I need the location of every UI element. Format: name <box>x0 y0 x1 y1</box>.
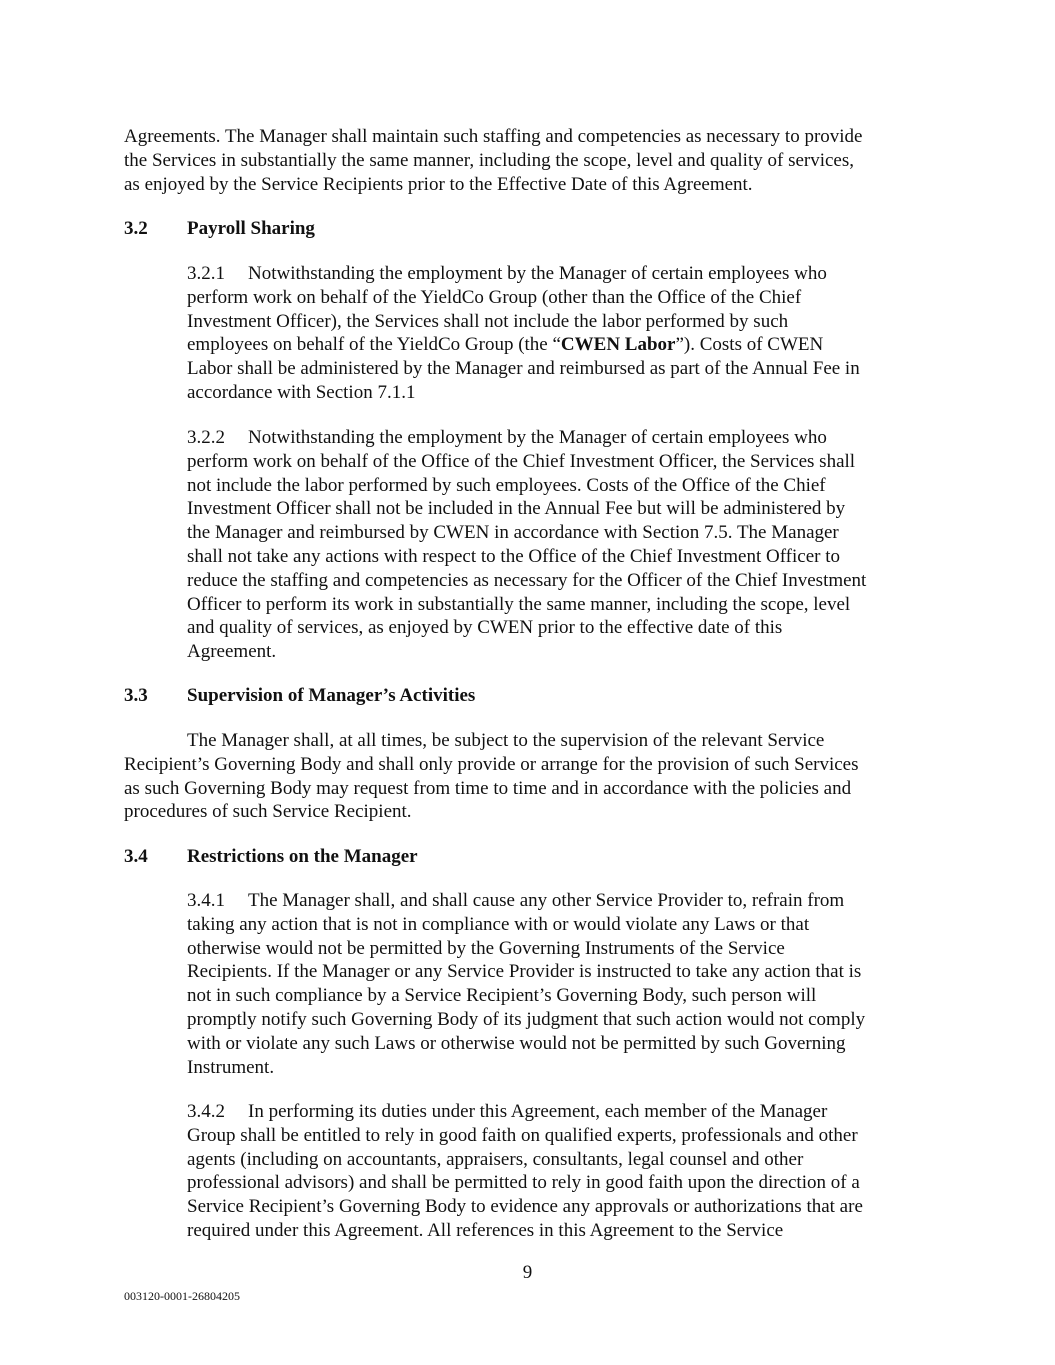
paragraph-line: Agreement. <box>187 641 277 663</box>
paragraph-line: the Manager and reimbursed by CWEN in accordance with Section 7.5. The Manager <box>187 522 839 544</box>
paragraph-line: Investment Officer shall not be included in the Annual Fee but will be administered by <box>187 498 846 520</box>
paragraph-line: and quality of services, as enjoyed by CWEN prior to the effective date of this <box>187 617 783 639</box>
paragraph-number: 3.2.1 <box>187 263 225 284</box>
paragraph-line: as enjoyed by the Service Recipients prior to the Effective Date of this Agreement. <box>124 173 753 195</box>
paragraph-line: taking any action that is not in compliance with or would violate any Laws or that <box>187 913 810 935</box>
paragraph-number: 3.4.1 <box>187 890 225 911</box>
intro-paragraph <box>124 125 934 196</box>
section-heading-3-4 <box>124 845 418 869</box>
paragraph-number: 3.4.2 <box>187 1101 225 1122</box>
paragraph-line: perform work on behalf of the Office of the Chief Investment Officer, the Services shall <box>187 450 856 472</box>
paragraph-line: promptly notify such Governing Body of its judgment that such action would not comply <box>187 1008 866 1030</box>
paragraph-3-3 <box>124 729 934 824</box>
paragraph-3-4-2: 3.4.2 In performing its duties under this Agreement, each member of the Manager Group shall be entitled to rely in good faith on qualified experts, professionals and other agents (including on accountants, appraisers, consultants, legal counsel and other professional advisors) and shall be permitted to rely in good faith upon the direction of a Service Recipient’s Governing Body to evidence any approvals or authorizations that are required under this Agreement. All references in this Agreement to the Service <box>187 1100 932 1243</box>
paragraph-line: Recipients. If the Manager or any Service Provider is instructed to take any action that is <box>187 961 862 983</box>
paragraph-line: accordance with Section 7.1.1 <box>187 381 416 403</box>
paragraph-line: Officer to perform its work in substantially the same manner, including the scope, level <box>187 593 851 615</box>
section-number: 3.3 <box>124 685 148 706</box>
section-title: Restrictions on the Manager <box>187 846 418 867</box>
paragraph-line: Recipient’s Governing Body and shall only provide or arrange for the provision of such Services <box>124 753 859 775</box>
paragraph-3-2-2: 3.2.2 Notwithstanding the employment by the Manager of certain employees who perform work on behalf of the Office of the Chief Investment Officer, the Services shall not include the labor performed by such employees. Costs of the Office of the Chief Investment Officer shall not be included in the Annual Fee but will be administered by the Manager and reimbursed by CWEN in accordance with Section 7.5. The Manager shall not take any actions with respect to the Office of the Chief Investment Officer to reduce the staffing and competencies as necessary for the Officer of the Chief Investment Officer to perform its work in substantially the same manner, including the scope, level and quality of services, as enjoyed by CWEN prior to the effective date of this Agreement. <box>187 426 932 664</box>
section-heading-3-2 <box>124 217 315 241</box>
paragraph-line: Labor shall be administered by the Manager and reimbursed as part of the Annual Fee in <box>187 358 860 380</box>
paragraph-line: perform work on behalf of the YieldCo Group (other than the Office of the Chief <box>187 286 802 308</box>
paragraph-line: Investment Officer), the Services shall not include the labor performed by such <box>187 310 789 332</box>
paragraph-line: Service Recipient’s Governing Body to evidence any approvals or authorizations that are <box>187 1196 863 1218</box>
paragraph-line: not include the labor performed by such employees. Costs of the Office of the Chief <box>187 474 826 496</box>
paragraph-line: with or violate any such Laws or otherwise would not be permitted by such Governing <box>187 1032 846 1054</box>
paragraph-line: required under this Agreement. All references in this Agreement to the Service <box>187 1219 784 1241</box>
paragraph-line: otherwise would not be permitted by the Governing Instruments of the Service <box>187 937 785 959</box>
page-number: 9 <box>522 1262 533 1283</box>
paragraph-line: procedures of such Service Recipient. <box>124 801 412 823</box>
paragraph-line: agents (including on accountants, appraisers, consultants, legal counsel and other <box>187 1148 804 1170</box>
document-id: 003120-0001-26804205 <box>124 1289 240 1303</box>
defined-term: CWEN Labor <box>560 334 676 356</box>
paragraph-3-4-1: 3.4.1 The Manager shall, and shall cause any other Service Provider to, refrain from taking any action that is not in compliance with or would violate any Laws or that otherwise would not be permitted by the Governing Instruments of the Service Recipients. If the Manager or any Service Provider is instructed to take any action that is not in such compliance by a Service Recipient’s Governing Body, such person will promptly notify such Governing Body of its judgment that such action would not comply with or violate any such Laws or otherwise would not be permitted by such Governing Instrument. <box>187 889 932 1079</box>
paragraph-line: Agreements. The Manager shall maintain such staffing and competencies as necessary to provide <box>124 126 863 147</box>
paragraph-line: the Services in substantially the same manner, including the scope, level and quality of services, <box>124 149 855 171</box>
paragraph-line: professional advisors) and shall be permitted to rely in good faith upon the direction of a <box>187 1172 860 1194</box>
paragraph-line: as such Governing Body may request from time to time and in accordance with the policies and <box>124 777 852 799</box>
paragraph-line: shall not take any actions with respect to the Office of the Chief Investment Officer to <box>187 545 841 567</box>
section-number: 3.4 <box>124 846 148 867</box>
section-number: 3.2 <box>124 218 148 239</box>
paragraph-line: not in such compliance by a Service Recipient’s Governing Body, such person will <box>187 985 817 1007</box>
paragraph-3-2-1: 3.2.1 Notwithstanding the employment by the Manager of certain employees who perform work on behalf of the YieldCo Group (other than the Office of the Chief Investment Officer), the Services shall not include the labor performed by such employees on behalf of the YieldCo Group (the “CWEN Labor”). Costs of CWEN Labor shall be administered by the Manager and reimbursed as part of the Annual Fee in accordance with Section 7.1.1 <box>187 262 932 405</box>
paragraph-line: The Manager shall, at all times, be subject to the supervision of the relevant Service <box>187 730 825 751</box>
paragraph-line: reduce the staffing and competencies as necessary for the Officer of the Chief Investment <box>187 569 867 591</box>
section-title: Payroll Sharing <box>187 218 315 239</box>
section-title: Supervision of Manager’s Activities <box>187 685 476 706</box>
section-heading-3-3 <box>124 684 475 708</box>
paragraph-number: 3.2.2 <box>187 427 225 448</box>
paragraph-line: Instrument. <box>187 1056 275 1078</box>
paragraph-line: Group shall be entitled to rely in good faith on qualified experts, professionals and other <box>187 1124 858 1146</box>
